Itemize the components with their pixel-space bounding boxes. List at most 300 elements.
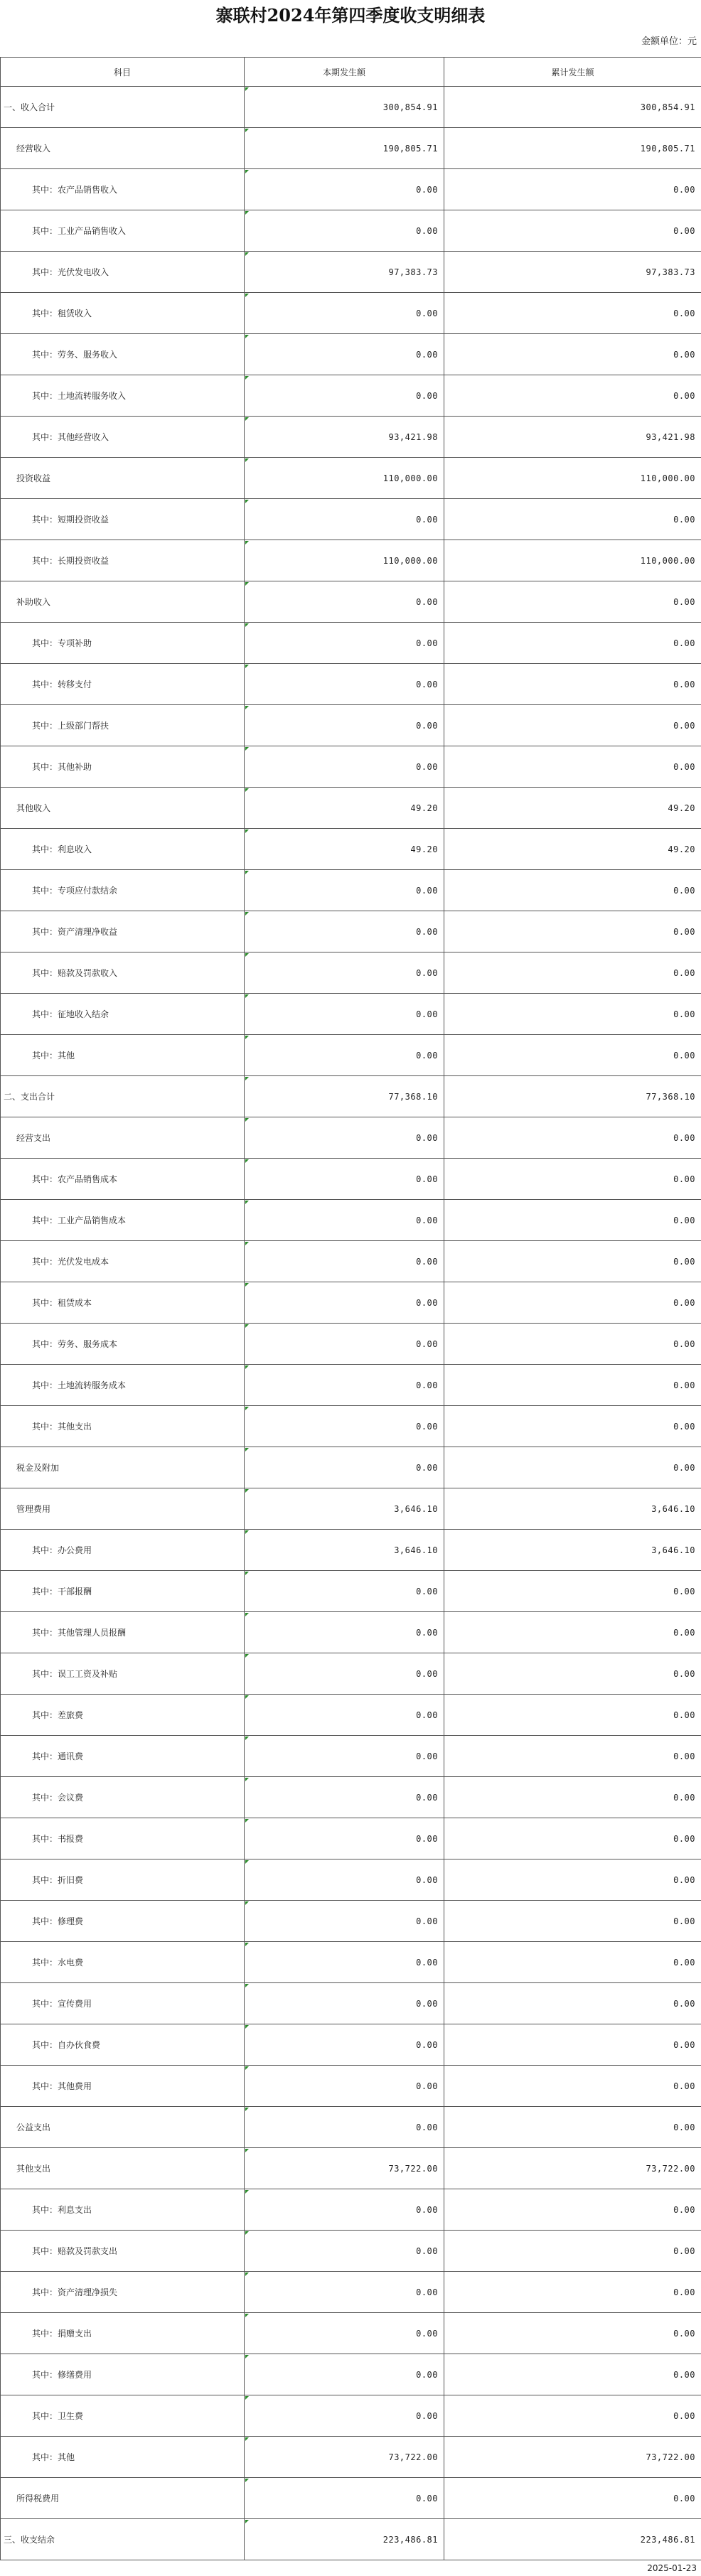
cell-marker-icon [245,335,249,338]
row-current-amount-text: 0.00 [416,1380,438,1390]
row-cumulative-amount: 0.00 [444,1571,701,1612]
row-cumulative-amount: 77,368.10 [444,1076,701,1117]
cell-marker-icon [245,1448,249,1451]
row-subject-text: 其中：租赁成本 [32,1298,92,1308]
row-current-amount-text: 77,368.10 [388,1091,438,1102]
row-current-amount-text: 0.00 [416,638,438,648]
row-current-amount-text: 0.00 [416,225,438,236]
cell-marker-icon [245,1819,249,1823]
row-cumulative-amount: 0.00 [444,870,701,911]
row-subject-text: 其中：利息支出 [32,2205,92,2215]
row-current-amount-text: 49.20 [410,844,438,854]
row-cumulative-amount: 0.00 [444,581,701,623]
table-row [1,2437,701,2478]
row-subject-text: 其他支出 [16,2164,51,2174]
row-current-amount-text: 0.00 [416,720,438,731]
row-subject [1,1282,245,1324]
row-current-amount [245,1282,444,1324]
footer-date: 2025-01-23 [647,2563,697,2573]
row-subject [1,458,245,499]
row-subject-text: 其中：短期投资收益 [32,515,109,525]
cell-marker-icon [245,1943,249,1946]
row-subject [1,1406,245,1447]
table-row [1,1818,701,1859]
table-row [1,1983,701,2024]
row-subject [1,1241,245,1282]
row-current-amount [245,1571,444,1612]
row-current-amount-text: 0.00 [416,1833,438,1844]
row-current-amount [245,540,444,581]
row-subject-text: 其他收入 [16,803,51,813]
row-cumulative-amount: 0.00 [444,375,701,417]
table-row [1,1282,701,1324]
row-current-amount-text: 3,646.10 [394,1503,438,1514]
row-subject-text: 一、收入合计 [4,102,55,112]
table-row [1,952,701,994]
row-current-amount [245,1035,444,1076]
row-subject-text: 其中：其他支出 [32,1422,92,1432]
table-row [1,1859,701,1901]
table-row [1,1901,701,1942]
row-subject-text: 其中：误工工资及补贴 [32,1669,118,1679]
cell-marker-icon [245,129,249,132]
row-current-amount-text: 0.00 [416,761,438,772]
row-current-amount-text: 0.00 [416,2328,438,2339]
row-current-amount-text: 0.00 [416,1421,438,1432]
table-row [1,169,701,210]
row-subject [1,870,245,911]
table-row [1,2066,701,2107]
row-cumulative-amount: 0.00 [444,1117,701,1159]
row-current-amount-text: 0.00 [416,2410,438,2421]
row-subject [1,499,245,540]
row-current-amount [245,746,444,788]
row-current-amount-text: 0.00 [416,2122,438,2132]
row-subject-text: 投资收益 [16,473,51,483]
cell-marker-icon [245,1530,249,1534]
table-row [1,1035,701,1076]
row-subject [1,664,245,705]
row-current-amount [245,1653,444,1695]
cell-marker-icon [245,2314,249,2317]
row-subject-text: 其中：通讯费 [32,1751,84,1761]
row-current-amount-text: 0.00 [416,2369,438,2380]
row-subject-text: 其中：赔款及罚款收入 [32,968,118,978]
row-cumulative-amount: 0.00 [444,2313,701,2354]
table-row [1,1695,701,1736]
row-subject [1,334,245,375]
income-expense-table [0,57,701,2560]
row-subject [1,1530,245,1571]
row-current-amount-text: 0.00 [416,1050,438,1061]
row-subject [1,2231,245,2272]
row-cumulative-amount: 0.00 [444,334,701,375]
row-current-amount [245,1695,444,1736]
cell-marker-icon [245,1860,249,1864]
row-subject [1,581,245,623]
row-cumulative-amount: 0.00 [444,1365,701,1406]
row-current-amount-text: 0.00 [416,1916,438,1926]
cell-marker-icon [245,417,249,421]
cell-marker-icon [245,2231,249,2235]
row-subject [1,911,245,952]
row-cumulative-amount: 0.00 [444,952,701,994]
row-subject [1,1571,245,1612]
row-current-amount [245,1406,444,1447]
cell-marker-icon [245,1778,249,1781]
row-current-amount-text: 0.00 [416,1586,438,1596]
row-subject [1,788,245,829]
row-cumulative-amount: 0.00 [444,169,701,210]
row-cumulative-amount: 0.00 [444,1612,701,1653]
table-row [1,911,701,952]
row-current-amount-text: 0.00 [416,926,438,937]
row-subject-text: 其中：光伏发电成本 [32,1257,109,1267]
row-subject-text: 其中：土地流转服务收入 [32,391,127,401]
cell-marker-icon [245,1077,249,1080]
row-cumulative-amount: 0.00 [444,2107,701,2148]
table-row [1,210,701,252]
row-current-amount [245,2478,444,2519]
table-row [1,1530,701,1571]
table-row [1,293,701,334]
row-subject-text: 其中：工业产品销售收入 [32,226,127,236]
row-current-amount [245,1365,444,1406]
row-current-amount-text: 0.00 [416,885,438,896]
table-row [1,87,701,128]
row-current-amount-text: 0.00 [416,1751,438,1761]
table-row [1,1076,701,1117]
row-current-amount-text: 0.00 [416,2493,438,2503]
row-cumulative-amount: 0.00 [444,1736,701,1777]
header-cumulative-amount: 累计发生额 [444,58,701,87]
cell-marker-icon [245,706,249,709]
table-row [1,664,701,705]
row-current-amount-text: 0.00 [416,1998,438,2009]
row-subject [1,1942,245,1983]
row-subject [1,1365,245,1406]
row-cumulative-amount: 0.00 [444,2395,701,2437]
row-current-amount [245,169,444,210]
table-row [1,2148,701,2189]
row-cumulative-amount: 0.00 [444,2354,701,2395]
cell-marker-icon [245,541,249,544]
row-current-amount [245,1612,444,1653]
cell-marker-icon [245,665,249,668]
row-subject-text: 其中：租赁收入 [32,308,92,318]
row-cumulative-amount: 0.00 [444,664,701,705]
table-header-row [1,58,701,87]
row-current-amount-text: 3,646.10 [394,1545,438,1555]
cell-marker-icon [245,2520,249,2523]
row-current-amount [245,1200,444,1241]
row-subject-text: 其中：差旅费 [32,1710,84,1720]
row-cumulative-amount: 0.00 [444,2189,701,2231]
table-row [1,252,701,293]
cell-marker-icon [245,2272,249,2276]
row-current-amount-text: 0.00 [416,184,438,195]
row-current-amount-text: 0.00 [416,1957,438,1968]
row-subject-text: 经营支出 [16,1133,51,1143]
row-subject-text: 其中：宣传费用 [32,1999,92,2009]
row-current-amount [245,1901,444,1942]
row-current-amount-text: 0.00 [416,1338,438,1349]
row-subject [1,128,245,169]
row-current-amount-text: 73,722.00 [388,2163,438,2174]
row-cumulative-amount: 0.00 [444,1695,701,1736]
row-subject-text: 其中：干部报酬 [32,1587,92,1596]
row-current-amount-text: 190,805.71 [382,143,438,154]
row-subject [1,2148,245,2189]
row-cumulative-amount: 0.00 [444,705,701,746]
row-subject [1,252,245,293]
row-subject-text: 其中：其他补助 [32,762,92,772]
cell-marker-icon [245,2108,249,2111]
row-current-amount [245,2231,444,2272]
row-subject-text: 三、收支结余 [4,2535,55,2545]
row-subject [1,169,245,210]
row-subject-text: 其中：赔款及罚款支出 [32,2246,118,2256]
cell-marker-icon [245,170,249,173]
row-cumulative-amount: 3,646.10 [444,1488,701,1530]
row-current-amount-text: 0.00 [416,967,438,978]
row-subject-text: 其中：修理费 [32,1916,84,1926]
table-row [1,1777,701,1818]
row-current-amount [245,334,444,375]
row-subject [1,1200,245,1241]
cell-marker-icon [245,830,249,833]
cell-marker-icon [245,1489,249,1493]
row-cumulative-amount: 110,000.00 [444,540,701,581]
row-subject [1,2024,245,2066]
row-subject [1,2107,245,2148]
row-subject-text: 其中：光伏发电收入 [32,267,109,277]
table-row [1,417,701,458]
table-row [1,1736,701,1777]
row-subject [1,2189,245,2231]
cell-marker-icon [245,2149,249,2152]
row-cumulative-amount: 0.00 [444,623,701,664]
row-subject [1,623,245,664]
row-current-amount-text: 0.00 [416,2287,438,2297]
row-current-amount [245,458,444,499]
row-current-amount [245,1983,444,2024]
row-current-amount-text: 0.00 [416,1627,438,1638]
cell-marker-icon [245,871,249,874]
row-subject [1,1818,245,1859]
row-current-amount [245,1818,444,1859]
row-subject-text: 其中：农产品销售收入 [32,185,118,195]
row-subject-text: 其中：水电费 [32,1958,84,1968]
currency-unit-label: 金额单位：元 [641,36,697,47]
row-cumulative-amount: 0.00 [444,2066,701,2107]
row-subject [1,2519,245,2560]
cell-marker-icon [245,1118,249,1122]
table-row [1,1117,701,1159]
row-subject-text: 其中：转移支付 [32,680,92,689]
cell-marker-icon [245,1613,249,1616]
cell-marker-icon [245,1036,249,1039]
row-current-amount-text: 0.00 [416,679,438,689]
page-title: 寨联村2024年第四季度收支明细表 [215,5,486,26]
row-subject-text: 其中：长期投资收益 [32,556,109,566]
row-cumulative-amount: 0.00 [444,746,701,788]
row-current-amount [245,2395,444,2437]
row-subject-text: 其中：利息收入 [32,844,92,854]
row-subject-text: 所得税费用 [16,2494,60,2503]
cell-marker-icon [245,376,249,380]
row-current-amount-text: 0.00 [416,514,438,525]
row-current-amount [245,952,444,994]
table-row [1,2231,701,2272]
table-row [1,1324,701,1365]
row-subject-text: 公益支出 [16,2122,51,2132]
row-subject-text: 其中：工业产品销售成本 [32,1215,127,1225]
row-cumulative-amount: 97,383.73 [444,252,701,293]
row-subject-text: 其中：办公费用 [32,1545,92,1555]
table-row [1,2395,701,2437]
row-current-amount [245,2437,444,2478]
row-current-amount [245,2189,444,2231]
table-row [1,499,701,540]
cell-marker-icon [245,294,249,297]
table-row [1,540,701,581]
table-row [1,870,701,911]
row-subject [1,1035,245,1076]
row-cumulative-amount: 0.00 [444,2272,701,2313]
row-current-amount [245,623,444,664]
cell-marker-icon [245,2355,249,2358]
table-row [1,2354,701,2395]
cell-marker-icon [245,2437,249,2441]
row-subject-text: 补助收入 [16,597,51,607]
row-current-amount [245,417,444,458]
row-subject-text: 其中：劳务、服务成本 [32,1339,118,1349]
cell-marker-icon [245,2190,249,2194]
row-current-amount [245,499,444,540]
cell-marker-icon [245,1365,249,1369]
row-subject-text: 其中：其他费用 [32,2081,92,2091]
row-current-amount [245,1942,444,1983]
cell-marker-icon [245,1283,249,1287]
row-subject [1,994,245,1035]
table-row [1,1365,701,1406]
row-cumulative-amount: 300,854.91 [444,87,701,128]
table-row [1,2107,701,2148]
table-row [1,1241,701,1282]
row-cumulative-amount: 0.00 [444,1859,701,1901]
row-current-amount-text: 0.00 [416,2039,438,2050]
row-current-amount [245,1117,444,1159]
row-subject-text: 其中：资产清理净损失 [32,2287,118,2297]
row-current-amount [245,788,444,829]
row-current-amount-text: 0.00 [416,1874,438,1885]
row-current-amount [245,2519,444,2560]
cell-marker-icon [245,1695,249,1699]
row-subject [1,1695,245,1736]
row-current-amount-text: 0.00 [416,308,438,318]
row-subject [1,2066,245,2107]
row-cumulative-amount: 0.00 [444,1200,701,1241]
table-row [1,2313,701,2354]
cell-marker-icon [245,500,249,503]
row-current-amount [245,1777,444,1818]
row-subject [1,952,245,994]
row-subject-text: 管理费用 [16,1504,51,1514]
row-current-amount-text: 0.00 [416,1215,438,1225]
row-subject [1,2272,245,2313]
row-current-amount-text: 110,000.00 [382,555,438,566]
row-subject [1,1901,245,1942]
row-current-amount-text: 223,486.81 [382,2534,438,2545]
row-current-amount [245,293,444,334]
cell-marker-icon [245,994,249,998]
row-subject [1,210,245,252]
row-cumulative-amount: 0.00 [444,1447,701,1488]
table-row [1,1653,701,1695]
cell-marker-icon [245,2066,249,2070]
row-cumulative-amount: 0.00 [444,293,701,334]
row-subject [1,2313,245,2354]
row-current-amount [245,581,444,623]
row-cumulative-amount: 73,722.00 [444,2437,701,2478]
row-current-amount-text: 0.00 [416,390,438,401]
header-current-amount: 本期发生额 [245,58,444,87]
row-cumulative-amount: 0.00 [444,1035,701,1076]
row-cumulative-amount: 190,805.71 [444,128,701,169]
row-current-amount-text: 0.00 [416,1009,438,1019]
row-current-amount [245,2272,444,2313]
table-row [1,2478,701,2519]
row-subject [1,1447,245,1488]
row-current-amount [245,2024,444,2066]
cell-marker-icon [245,2025,249,2029]
row-subject-text: 其中：其他 [32,1051,75,1061]
row-current-amount [245,1736,444,1777]
row-cumulative-amount: 0.00 [444,1983,701,2024]
table-row [1,788,701,829]
row-current-amount-text: 0.00 [416,2245,438,2256]
row-subject [1,829,245,870]
row-subject-text: 经营收入 [16,144,51,154]
row-cumulative-amount: 49.20 [444,829,701,870]
row-subject [1,2354,245,2395]
row-current-amount [245,870,444,911]
table-row [1,1571,701,1612]
row-current-amount-text: 49.20 [410,803,438,813]
row-subject [1,2395,245,2437]
row-subject-text: 其中：上级部门帮扶 [32,721,109,731]
table-row [1,2024,701,2066]
cell-marker-icon [245,582,249,586]
row-current-amount-text: 300,854.91 [382,102,438,112]
row-current-amount [245,1447,444,1488]
row-cumulative-amount: 0.00 [444,1282,701,1324]
cell-marker-icon [245,458,249,462]
row-current-amount-text: 0.00 [416,1297,438,1308]
row-subject-text: 其中：其他管理人员报酬 [32,1628,127,1638]
row-cumulative-amount: 0.00 [444,1406,701,1447]
row-subject-text: 其中：资产清理净收益 [32,927,118,937]
row-subject-text: 其中：征地收入结余 [32,1009,109,1019]
row-cumulative-amount: 0.00 [444,2024,701,2066]
row-cumulative-amount: 110,000.00 [444,458,701,499]
row-subject [1,2437,245,2478]
row-cumulative-amount: 49.20 [444,788,701,829]
row-subject-text: 其中：专项应付款结余 [32,886,118,896]
cell-marker-icon [245,1324,249,1328]
row-cumulative-amount: 0.00 [444,1159,701,1200]
